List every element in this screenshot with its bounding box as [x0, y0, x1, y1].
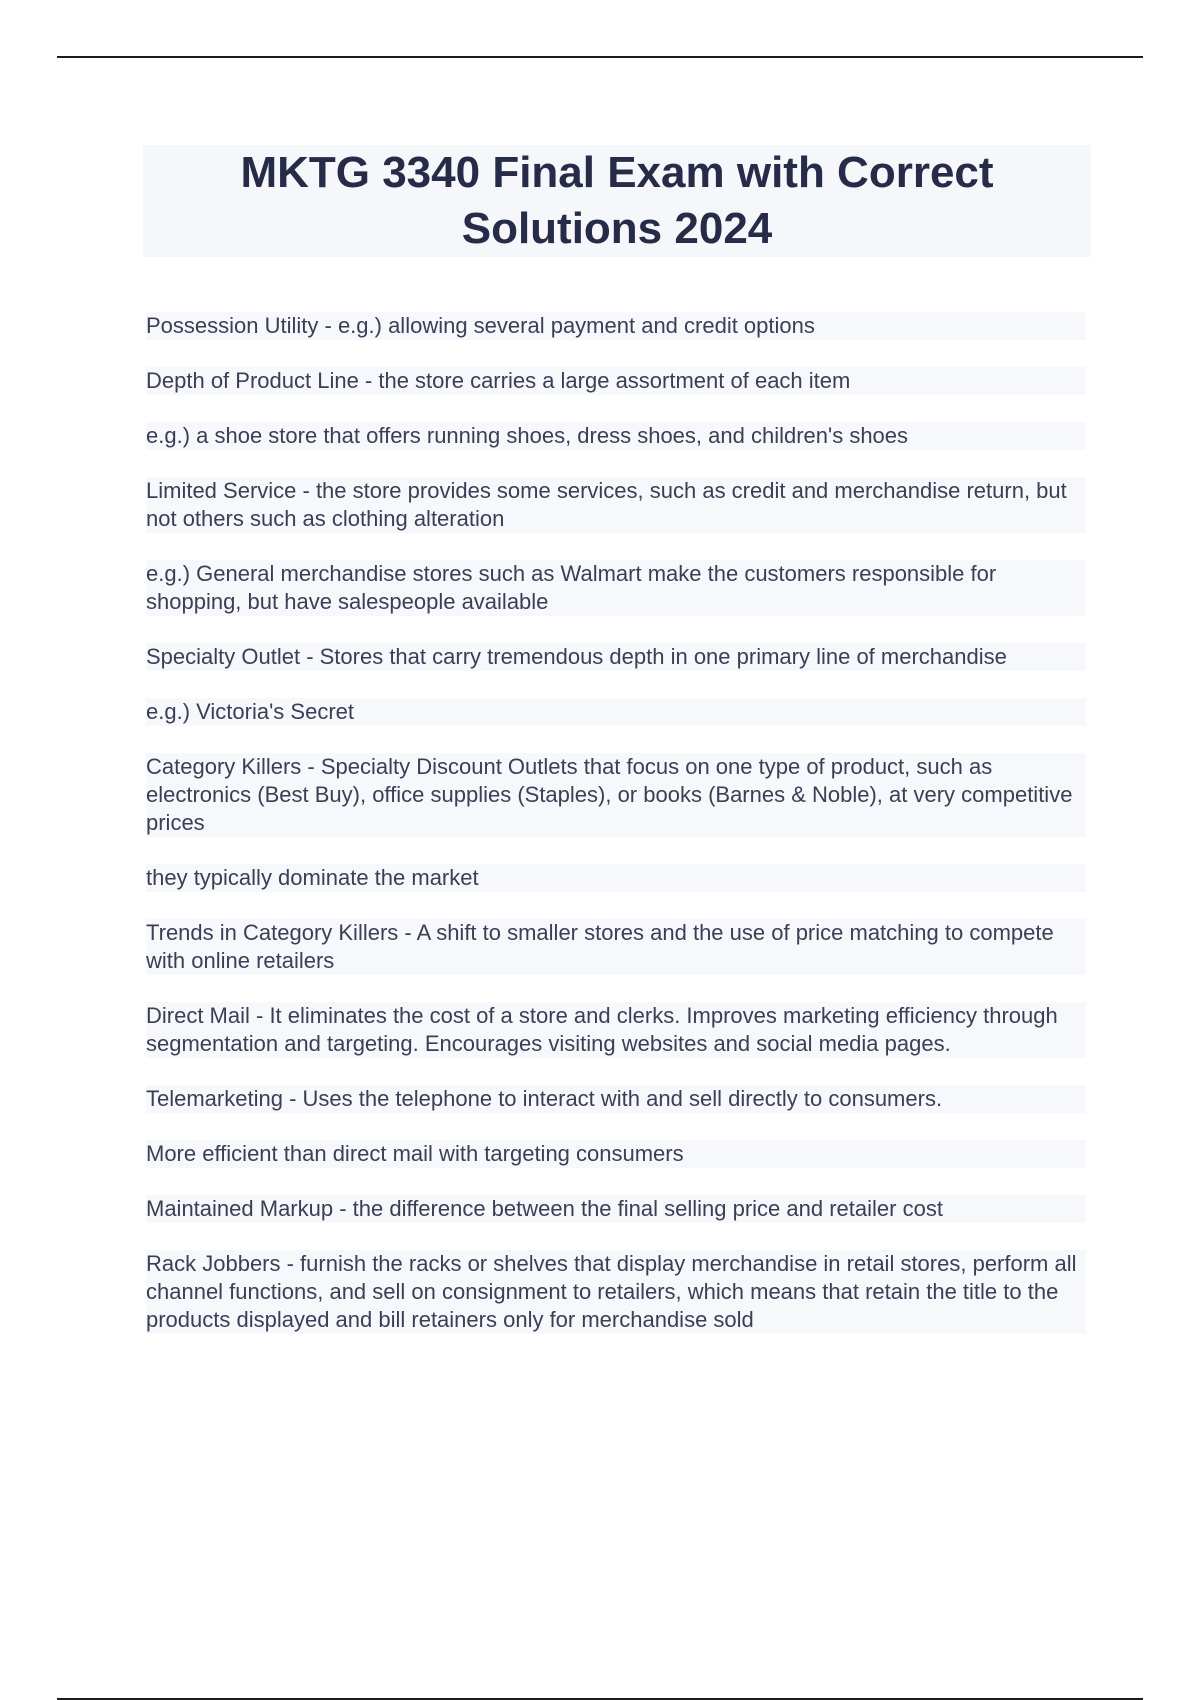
entry-dominate-market: they typically dominate the market	[146, 864, 1086, 892]
title-banner	[143, 145, 1091, 257]
entry-maintained-markup: Maintained Markup - the difference between the final selling price and retailer cost	[146, 1195, 1086, 1223]
entry-depth-of-product-line: Depth of Product Line - the store carries a large assortment of each item	[146, 367, 1086, 395]
entry-rack-jobbers: Rack Jobbers - furnish the racks or shelves that display merchandise in retail stores, perform all channel functions, and sell on consignment to retailers, which means that retain the title to the products displayed and bill retainers only for merchandise sold	[146, 1250, 1086, 1334]
entry-direct-mail: Direct Mail - It eliminates the cost of a store and clerks. Improves marketing efficiency through segmentation and targeting. Encourages visiting websites and social media pages.	[146, 1002, 1086, 1058]
entry-efficient-targeting: More efficient than direct mail with targeting consumers	[146, 1140, 1086, 1168]
entry-walmart-example: e.g.) General merchandise stores such as Walmart make the customers responsible for shopping, but have salespeople available	[146, 560, 1086, 616]
entry-trends-category-killers: Trends in Category Killers - A shift to smaller stores and the use of price matching to compete with online retailers	[146, 919, 1086, 975]
entry-telemarketing: Telemarketing - Uses the telephone to interact with and sell directly to consumers.	[146, 1085, 1086, 1113]
entry-shoe-store-example: e.g.) a shoe store that offers running shoes, dress shoes, and children's shoes	[146, 422, 1086, 450]
document-title: MKTG 3340 Final Exam with Correct Solutions 2024	[240, 148, 994, 253]
document-body	[146, 312, 1086, 1361]
entry-possession-utility: Possession Utility - e.g.) allowing several payment and credit options	[146, 312, 1086, 340]
entry-category-killers: Category Killers - Specialty Discount Outlets that focus on one type of product, such as electronics (Best Buy), office supplies (Staples), or books (Barnes & Noble), at very competitive prices	[146, 753, 1086, 837]
top-divider	[57, 56, 1143, 58]
entry-specialty-outlet: Specialty Outlet - Stores that carry tremendous depth in one primary line of merchandise	[146, 643, 1086, 671]
entry-limited-service: Limited Service - the store provides some services, such as credit and merchandise return, but not others such as clothing alteration	[146, 477, 1086, 533]
entry-victorias-secret-example: e.g.) Victoria's Secret	[146, 698, 1086, 726]
